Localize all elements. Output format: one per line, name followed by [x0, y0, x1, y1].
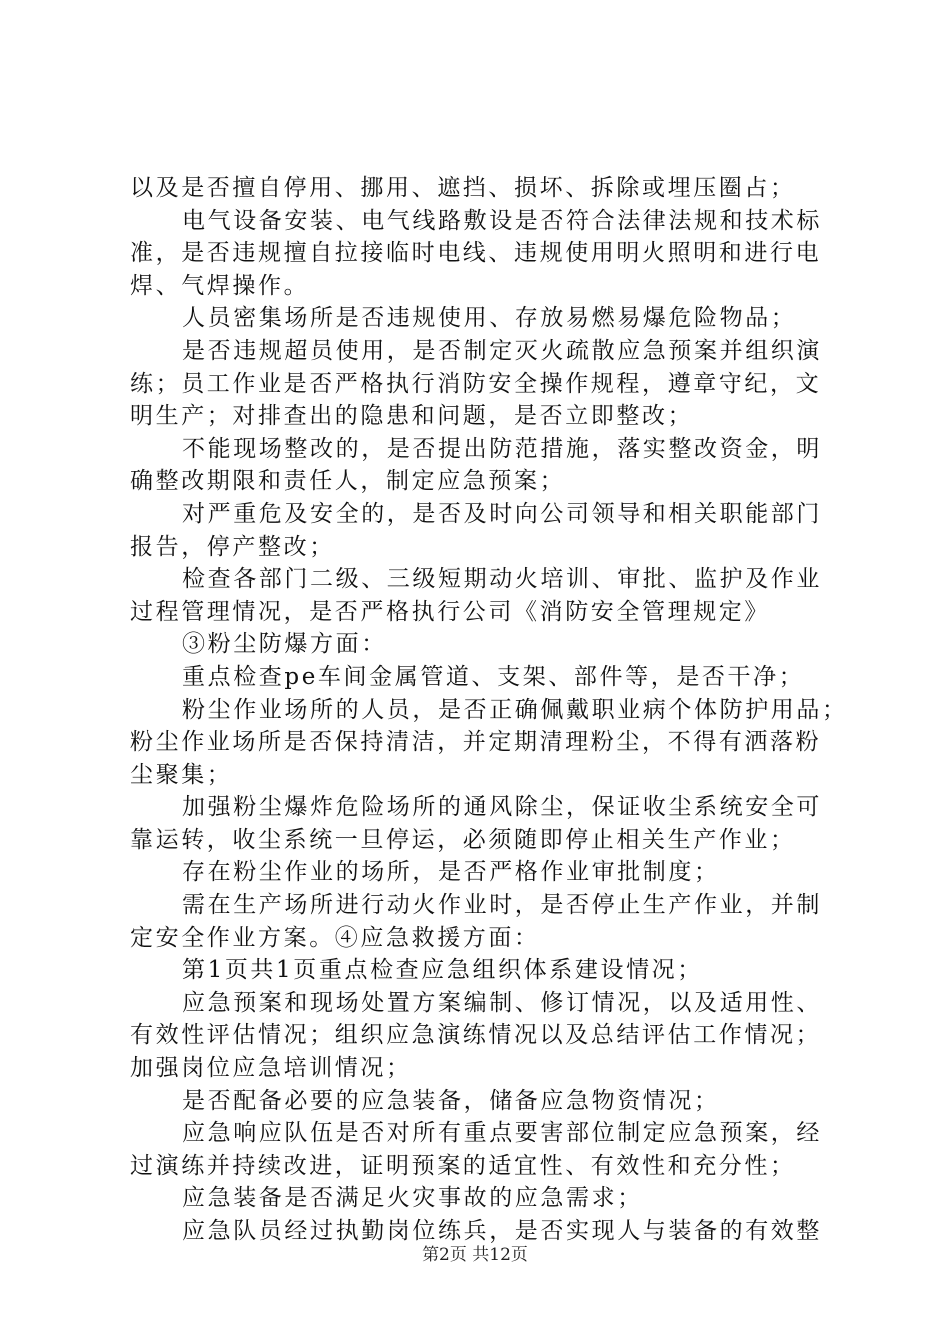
text-line: 人员密集场所是否违规使用、存放易燃易爆危险物品；	[182, 305, 797, 332]
text-line: 有效性评估情况；组织应急演练情况以及总结评估工作情况；	[130, 1022, 822, 1049]
text-line: 准，是否违规擅自拉接临时电线、违规使用明火照明和进行电	[130, 240, 822, 267]
text-line: 加强粉尘爆炸危险场所的通风除尘，保证收尘系统安全可	[182, 794, 822, 821]
text-line: 需在生产场所进行动火作业时，是否停止生产作业，并制	[182, 892, 822, 919]
text-line: 电气设备安装、电气线路敷设是否符合法律法规和技术标	[182, 207, 822, 234]
text-line: 应急装备是否满足火灾事故的应急需求；	[182, 1185, 643, 1212]
text-line: 第1页共1页重点检查应急组织体系建设情况；	[182, 957, 703, 984]
text-line: ③粉尘防爆方面：	[182, 631, 387, 658]
text-line: 不能现场整改的，是否提出防范措施，落实整改资金，明	[182, 435, 822, 462]
text-line: 重点检查pe车间金属管道、支架、部件等，是否干净；	[182, 663, 805, 690]
text-line: 定安全作业方案。④应急救援方面：	[130, 924, 540, 951]
text-line: 检查各部门二级、三级短期动火培训、审批、监护及作业	[182, 566, 822, 593]
text-line: 明生产；对排查出的隐患和问题，是否立即整改；	[130, 403, 694, 430]
text-line: 以及是否擅自停用、挪用、遮挡、损坏、拆除或埋压圈占；	[130, 175, 796, 201]
text-line: 过演练并持续改进，证明预案的适宜性、有效性和充分性；	[130, 1152, 796, 1179]
document-body	[130, 172, 848, 1248]
text-line: 应急响应队伍是否对所有重点要害部位制定应急预案，经	[182, 1120, 822, 1147]
text-line: 报告，停产整改；	[130, 533, 335, 560]
text-line: 尘聚集；	[130, 761, 233, 788]
text-line: 是否违规超员使用，是否制定灭火疏散应急预案并组织演	[182, 337, 822, 364]
text-line: 加强岗位应急培训情况；	[130, 1055, 412, 1082]
text-line: 过程管理情况，是否严格执行公司《消防安全管理规定》	[130, 598, 770, 625]
text-line: 是否配备必要的应急装备，储备应急物资情况；	[182, 1087, 720, 1114]
text-line: 粉尘作业场所的人员，是否正确佩戴职业病个体防护用品；	[182, 696, 848, 723]
text-line: 应急队员经过执勤岗位练兵，是否实现人与装备的有效整	[182, 1218, 822, 1244]
text-line: 焊、气焊操作。	[130, 272, 310, 299]
text-line: 粉尘作业场所是否保持清洁，并定期清理粉尘，不得有洒落粉	[130, 729, 822, 756]
text-line: 靠运转，收尘系统一旦停运，必须随即停止相关生产作业；	[130, 826, 796, 853]
page-footer: 第2页 共12页	[422, 1245, 528, 1265]
text-line: 确整改期限和责任人，制定应急预案；	[130, 468, 566, 495]
text-line: 练；员工作业是否严格执行消防安全操作规程，遵章守纪，文	[130, 370, 822, 397]
text-line: 存在粉尘作业的场所，是否严格作业审批制度；	[182, 859, 720, 886]
text-line: 对严重危及安全的，是否及时向公司领导和相关职能部门	[182, 500, 822, 527]
text-line: 应急预案和现场处置方案编制、修订情况，以及适用性、	[182, 989, 822, 1016]
